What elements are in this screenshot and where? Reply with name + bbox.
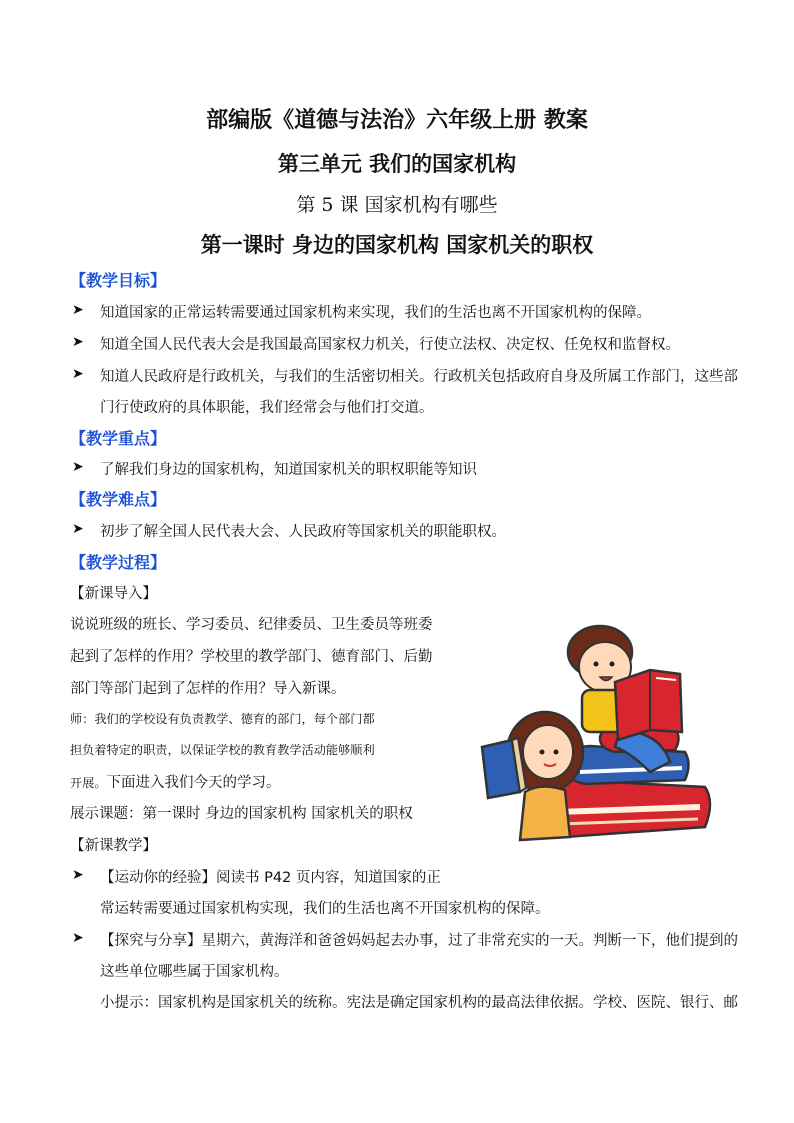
intro-heading: 【新课导入】 bbox=[70, 586, 157, 602]
lesson-topic: 展示课题：第一课时 身边的国家机构 国家机关的职权 bbox=[70, 806, 413, 822]
teacher-line-3-a: 开展。 bbox=[70, 776, 107, 790]
focus-item: 了解我们身边的国家机构，知道国家机关的职权职能等知识 bbox=[100, 462, 477, 478]
objectives-heading: 【教学目标】 bbox=[70, 271, 167, 290]
new-item-2-line-2: 这些单位哪些属于国家机构。 bbox=[100, 964, 289, 980]
objective-item-1: 知道国家的正常运转需要通过国家机构来实现，我们的生活也离不开国家机构的保障。 bbox=[100, 305, 651, 321]
difficulty-heading: 【教学难点】 bbox=[70, 490, 167, 509]
objective-item-3: 知道人民政府是行政机关，与我们的生活密切相关。行政机关包括政府自身及所属工作部门，这些部 bbox=[100, 369, 738, 385]
period-title: 第一课时 身边的国家机构 国家机关的职权 bbox=[200, 233, 594, 257]
main-title: 部编版《道德与法治》六年级上册 教案 bbox=[206, 108, 588, 133]
objective-item-2: 知道全国人民代表大会是我国最高国家权力机关，行使立法权、决定权、任免权和监督权。 bbox=[100, 337, 680, 353]
new-lesson-heading: 【新课教学】 bbox=[70, 838, 157, 854]
teacher-line-1: 师：我们的学校设有负责教学、德育的部门，每个部门都 bbox=[70, 712, 375, 726]
bullet-icon: ➤ bbox=[72, 867, 84, 883]
new-item-2-line-1: 【探究与分享】星期六，黄海洋和爸爸妈妈起去办事，过了非常充实的一天。判断一下，他们提到的 bbox=[100, 933, 738, 949]
teacher-line-3-b: 下面进入我们今天的学习。 bbox=[106, 775, 281, 791]
teacher-line-2: 担负着特定的职责，以保证学校的教育教学活动能够顺利 bbox=[70, 743, 375, 757]
process-heading: 【教学过程】 bbox=[70, 553, 167, 572]
teacher-line-3 bbox=[70, 771, 281, 792]
bullet-icon: ➤ bbox=[72, 930, 84, 946]
intro-line-3: 部门等部门起到了怎样的作用？导入新课。 bbox=[70, 681, 346, 697]
intro-line-2: 起到了怎样的作用？学校里的教学部门、德育部门、后勤 bbox=[70, 649, 433, 665]
unit-title: 第三单元 我们的国家机构 bbox=[277, 152, 517, 176]
tip-line: 小提示：国家机构是国家机关的统称。宪法是确定国家机构的最高法律依据。学校、医院、银行、邮 bbox=[100, 995, 738, 1011]
bullet-icon: ➤ bbox=[72, 334, 84, 350]
new-item-1-line-1: 【运动你的经验】阅读书 P42 页内容，知道国家的正 bbox=[100, 870, 441, 886]
children-reading-illustration bbox=[470, 612, 720, 852]
bullet-icon: ➤ bbox=[72, 302, 84, 318]
difficulty-item: 初步了解全国人民代表大会、人民政府等国家机关的职能职权。 bbox=[100, 524, 506, 540]
objective-item-3-cont: 门行使政府的具体职能，我们经常会与他们打交道。 bbox=[100, 400, 434, 416]
bullet-icon: ➤ bbox=[72, 521, 84, 537]
bullet-icon: ➤ bbox=[72, 366, 84, 382]
bullet-icon: ➤ bbox=[72, 459, 84, 475]
focus-heading: 【教学重点】 bbox=[70, 429, 167, 448]
new-item-1-line-2: 常运转需要通过国家机构实现，我们的生活也离不开国家机构的保障。 bbox=[100, 901, 550, 917]
intro-line-1: 说说班级的班长、学习委员、纪律委员、卫生委员等班委 bbox=[70, 617, 433, 633]
lesson-title: 第 5 课 国家机构有哪些 bbox=[296, 194, 498, 216]
